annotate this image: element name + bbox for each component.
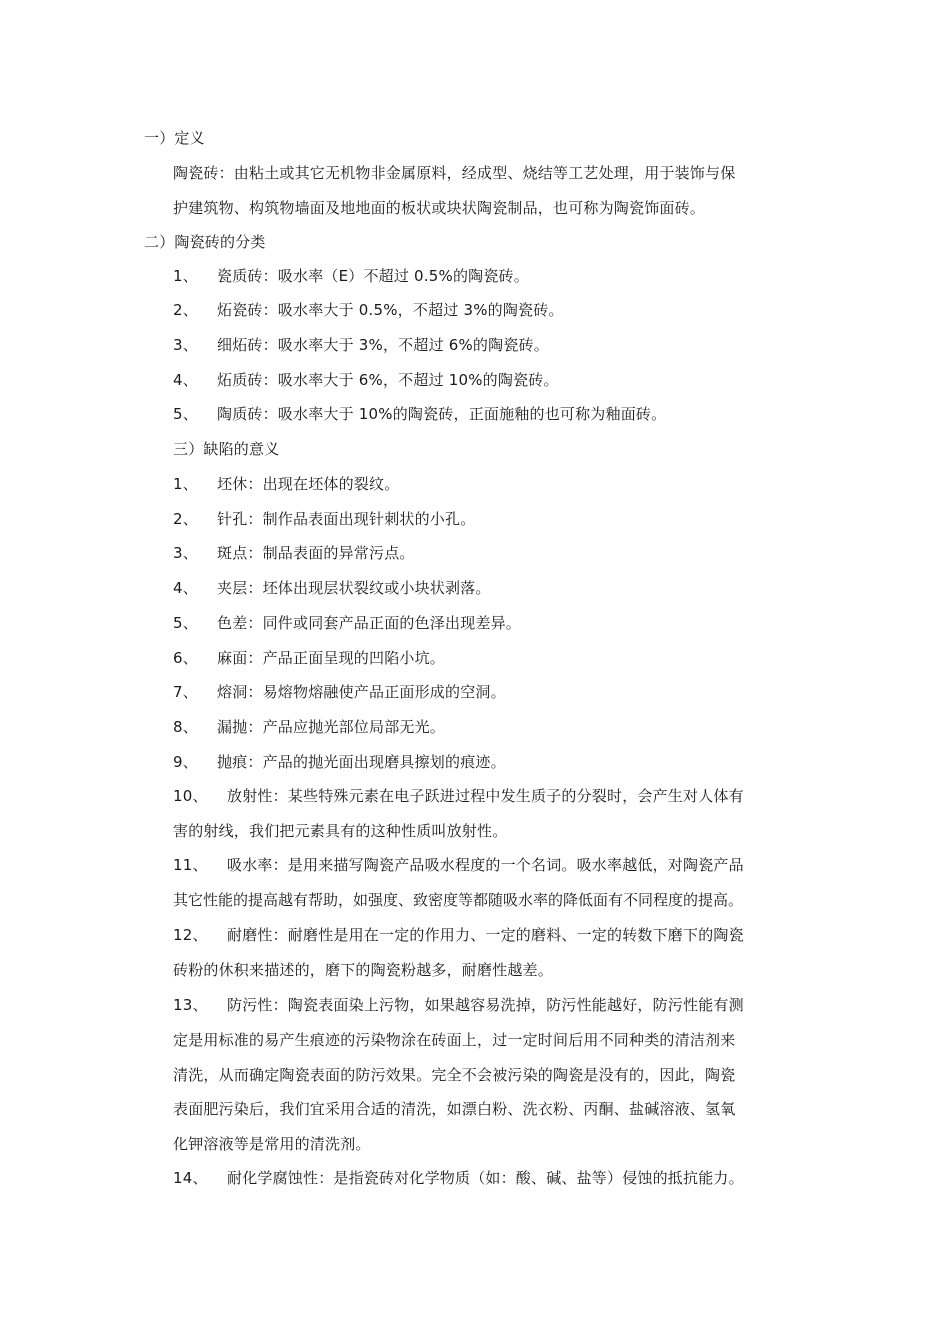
classification-item [173,335,549,355]
defect-item [173,717,445,737]
item-number: 12、 [173,926,208,944]
definition-paragraph-line: 陶瓷砖：由粘土或其它无机物非金属原料，经成型、烧结等工艺处理，用于装饰与保 [173,164,736,182]
classification-item [173,404,666,424]
defect-item [173,682,506,702]
defect-item [173,613,521,633]
item-number: 3、 [173,336,198,354]
item-text: 放射性：某些特殊元素在电子跃进过程中发生质子的分裂时，会产生对人体有 [227,787,744,805]
defect-item [173,474,399,494]
defect-item-continuation: 害的射线，我们把元素具有的这种性质叫放射性。 [173,822,508,840]
defect-item-continuation: 清洗，从而确定陶瓷表面的防污效果。完全不会被污染的陶瓷是没有的，因此，陶瓷 [173,1066,736,1084]
definition-paragraph-line: 护建筑物、构筑物墙面及地地面的板状或块状陶瓷制品，也可称为陶瓷饰面砖。 [173,199,706,217]
item-text: 针孔：制作品表面出现针刺状的小孔。 [217,510,476,528]
item-text: 陶质砖：吸水率大于 10%的陶瓷砖，正面施釉的也可称为釉面砖。 [217,405,667,423]
item-text: 耐化学腐蚀性：是指瓷砖对化学物质（如：酸、碱、盐等）侵蚀的抵抗能力。 [227,1169,744,1187]
item-number: 14、 [173,1169,208,1187]
item-text: 抛痕：产品的抛光面出现磨具擦划的痕迹。 [217,753,506,771]
defect-item [173,855,744,875]
item-number: 10、 [173,787,208,805]
classification-item [173,266,529,286]
item-text: 耐磨性：耐磨性是用在一定的作用力、一定的磨料、一定的转数下磨下的陶瓷 [227,926,744,944]
item-number: 7、 [173,683,198,701]
item-text: 斑点：制品表面的异常污点。 [217,544,415,562]
item-number: 1、 [173,475,198,493]
defect-item-continuation: 定是用标准的易产生痕迹的污染物涂在砖面上，过一定时间后用不同种类的清洁剂来 [173,1031,736,1049]
defect-item-continuation: 化钾溶液等是常用的清洗剂。 [173,1135,371,1153]
defect-item-continuation: 表面肥污染后，我们宜采用合适的清洗，如漂白粉、洗衣粉、丙酮、盐碱溶液、氢氧 [173,1100,736,1118]
item-number: 8、 [173,718,198,736]
item-text: 色差：同件或同套产品正面的色泽出现差异。 [217,614,522,632]
defect-item [173,752,506,772]
section-heading-definition: 一）定义 [144,129,205,147]
classification-item [173,370,559,390]
item-number: 5、 [173,614,198,632]
item-number: 4、 [173,579,198,597]
item-number: 2、 [173,301,198,319]
section-heading-classification: 二）陶瓷砖的分类 [144,233,266,251]
defect-item [173,925,744,945]
item-number: 13、 [173,996,208,1014]
item-text: 炻质砖：吸水率大于 6%，不超过 10%的陶瓷砖。 [217,371,559,389]
item-number: 2、 [173,510,198,528]
defect-item [173,995,744,1015]
defect-item-continuation: 砖粉的休积来描述的，磨下的陶瓷粉越多，耐磨性越差。 [173,961,554,979]
defect-item [173,786,744,806]
item-number: 11、 [173,856,208,874]
item-text: 漏抛：产品应抛光部位局部无光。 [217,718,446,736]
item-text: 麻面：产品正面呈现的凹陷小坑。 [217,649,446,667]
section-heading-defects: 三）缺陷的意义 [173,440,280,458]
item-text: 细炻砖：吸水率大于 3%，不超过 6%的陶瓷砖。 [217,336,549,354]
defect-item [173,578,491,598]
item-number: 1、 [173,267,198,285]
item-number: 5、 [173,405,198,423]
classification-item [173,300,564,320]
defect-item [173,648,445,668]
defect-item [173,1168,744,1188]
item-text: 熔洞：易熔物熔融使产品正面形成的空洞。 [217,683,506,701]
defect-item [173,543,415,563]
item-text: 炻瓷砖：吸水率大于 0.5%，不超过 3%的陶瓷砖。 [217,301,564,319]
item-number: 6、 [173,649,198,667]
item-text: 夹层：坯体出现层状裂纹或小块状剥落。 [217,579,491,597]
item-text: 吸水率：是用来描写陶瓷产品吸水程度的一个名词。吸水率越低，对陶瓷产品 [227,856,744,874]
item-text: 坯休：出现在坯体的裂纹。 [217,475,400,493]
item-text: 防污性：陶瓷表面染上污物，如果越容易洗掉，防污性能越好，防污性能有测 [227,996,744,1014]
item-number: 4、 [173,371,198,389]
defect-item [173,509,475,529]
item-number: 9、 [173,753,198,771]
item-text: 瓷质砖：吸水率（E）不超过 0.5%的陶瓷砖。 [217,267,529,285]
item-number: 3、 [173,544,198,562]
defect-item-continuation: 其它性能的提高越有帮助，如强度、致密度等都随吸水率的降低面有不同程度的提高。 [173,891,744,909]
